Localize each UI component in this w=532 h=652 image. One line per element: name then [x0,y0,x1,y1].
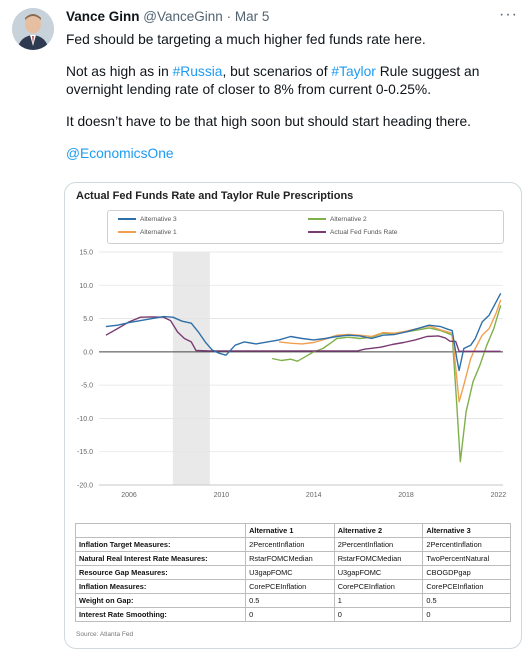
table-header-cell: Alternative 3 [423,524,511,538]
tweet-line-1: Fed should be targeting a much higher fed funds rate here. [66,32,426,47]
table-cell: U3gapFOMC [246,566,335,580]
table-header-cell [76,524,246,538]
y-tick-label: -5.0 [80,382,93,390]
tweet-header [66,9,269,24]
avatar-portrait [12,8,54,50]
tweet-text-segment: Rule suggest an overnight lending rate of closer to 8% from current 0-0.25%. [66,64,480,97]
chart-source: Source: Atlanta Fed [76,631,134,638]
series-line-actual-fed-funds-rate [106,317,501,351]
x-tick-label: 2022 [490,492,507,499]
table-cell: 1 [334,594,423,608]
table-row-label: Resource Gap Measures: [76,566,246,580]
recession-shading [173,252,210,485]
table-row [76,580,511,594]
more-options-icon[interactable]: ··· [499,6,518,23]
tweet-paragraph-3: It doesn’t have to be that high soon but should start heading there. [66,114,471,129]
x-tick-label: 2010 [213,492,230,499]
tweet-text [66,31,516,177]
table-row [76,552,511,566]
series-line-alternative-2 [272,305,501,461]
avatar[interactable] [12,8,54,50]
y-tick-label: 0.0 [83,349,93,357]
table-row-label: Weight on Gap: [76,594,246,608]
table-cell: 0.5 [246,594,335,608]
tweet-paragraph-2 [66,63,516,99]
table-row-label: Interest Rate Smoothing: [76,608,246,622]
mention-economicsone[interactable]: @EconomicsOne [66,146,174,161]
y-tick-label: -20.0 [77,482,93,490]
table-row-label: Natural Real Interest Rate Measures: [76,552,246,566]
tweet-text-segment: , but scenarios of [222,64,332,79]
x-tick-label: 2006 [121,492,137,499]
table-cell: 2PercentInflation [334,538,423,552]
chart-title: Actual Fed Funds Rate and Taylor Rule Prescriptions [76,190,354,202]
author-name[interactable]: Vance Ginn [66,9,140,24]
author-handle[interactable]: @VanceGinn [143,9,223,24]
table-cell: RstarFOMCMedian [334,552,423,566]
legend-label: Alternative 2 [330,216,367,223]
table-cell: TwoPercentNatural [423,552,511,566]
table-cell: 0 [246,608,335,622]
table-cell: 0.5 [423,594,511,608]
table-cell: CorePCEInflation [334,580,423,594]
table-header-cell: Alternative 2 [334,524,423,538]
table-cell: 2PercentInflation [246,538,335,552]
table-row [76,566,511,580]
table-cell: CBOGDPgap [423,566,511,580]
hashtag-russia[interactable]: #Russia [172,64,223,79]
y-tick-label: 5.0 [83,316,93,324]
hashtag-taylor[interactable]: #Taylor [331,64,376,79]
tweet-date[interactable]: Mar 5 [234,9,270,24]
tweet-mention-line [66,145,516,163]
legend-label: Alternative 3 [140,216,177,223]
table-cell: 0 [423,608,511,622]
table-row [76,608,511,622]
table-row-label: Inflation Measures: [76,580,246,594]
legend-label: Alternative 1 [140,229,177,236]
tweet-text-segment: Not as high as in [66,64,173,79]
y-tick-label: -15.0 [77,449,93,457]
table-header-cell: Alternative 1 [246,524,335,538]
series-line-alternative-3 [106,293,501,370]
table-cell: 2PercentInflation [423,538,511,552]
parameters-table [75,523,511,622]
table-cell: U3gapFOMC [334,566,423,580]
attached-image[interactable] [64,182,522,649]
table-cell: RstarFOMCMedian [246,552,335,566]
table-row [76,594,511,608]
x-tick-label: 2018 [398,492,414,499]
y-tick-label: -10.0 [77,415,93,423]
table-cell: CorePCEInflation [246,580,335,594]
line-chart [65,183,521,513]
y-tick-label: 10.0 [79,282,93,290]
table-cell: CorePCEInflation [423,580,511,594]
header-separator: · [226,9,232,24]
table-cell: 0 [334,608,423,622]
table-row [76,538,511,552]
y-tick-label: 15.0 [79,249,93,257]
table-row-label: Inflation Target Measures: [76,538,246,552]
x-tick-label: 2014 [305,492,322,499]
legend-label: Actual Fed Funds Rate [330,229,398,236]
table-header-row [76,524,511,538]
